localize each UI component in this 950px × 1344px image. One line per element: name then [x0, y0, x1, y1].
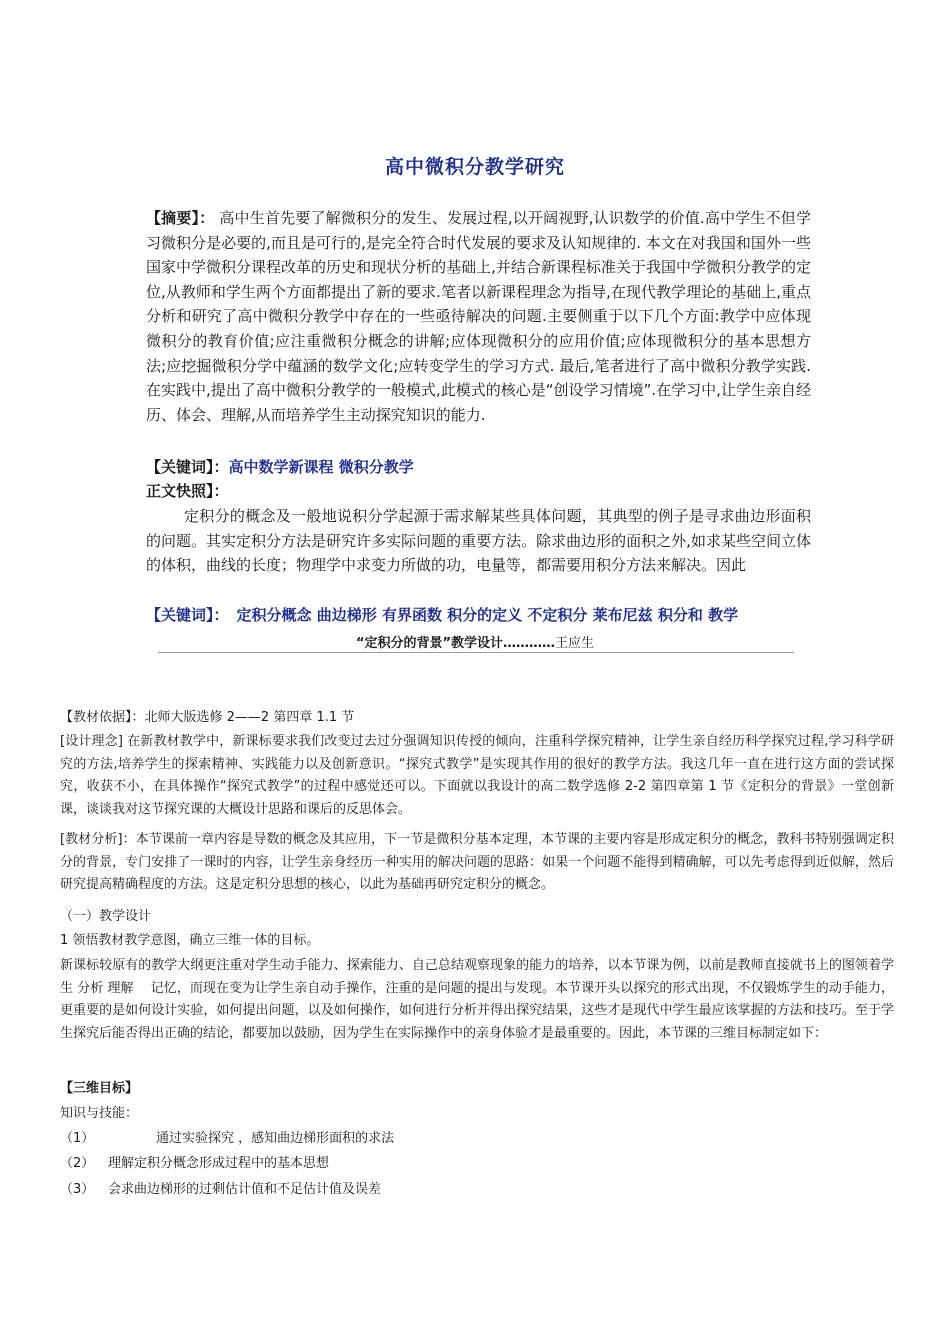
keywords-value-2: 定积分概念 曲边梯形 有界函数 积分的定义 不定积分 莱布尼兹 积分和 教学 [236, 606, 739, 624]
byline-title: “定积分的背景”教学设计………… [355, 636, 556, 651]
goals-heading: 【三维目标】 [60, 1081, 139, 1096]
goal-item [60, 1128, 394, 1150]
goals-subheading: 知识与技能： [60, 1106, 139, 1121]
keywords-label: 【关键词】： [146, 458, 229, 476]
snapshot-label [146, 480, 229, 501]
snapshot-label-text: 正文快照】： [146, 482, 229, 500]
goal-number: （2） [60, 1156, 95, 1171]
goal-text: 通过实验探究 ，感知曲边梯形面积的求法 [156, 1131, 395, 1146]
keywords-label-2: 【关键词】： [146, 606, 229, 624]
basis-text: 北师大版选修 2——2 第四章 1.1 节 [144, 710, 355, 725]
abstract-label: 【摘要】： [146, 209, 215, 227]
abstract [146, 206, 811, 427]
analysis-paragraph: [教材分析]：本节课前一章内容是导数的概念及其应用，下一节是微积分基本定理，本节课的主要内容是形成定积分的概念，教科书特别强调定积分的背景，专门安排了一课时的内容，让学生亲身经历一种实用的解决问题的思路：如果一个问题不能得到精确解，可以先考虑得到近似解，然后研究提高精确程度的方法。这是定积分思想的核心，以此为基础再研究定积分的概念。 [60, 832, 894, 892]
goal-number: （3） [60, 1182, 95, 1197]
section-heading: （一）教学设计 [60, 909, 152, 924]
abstract-text: 高中生首先要了解微积分的发生、发展过程,以开阔视野,认识数学的价值.高中学生不但学习微积分是必要的,而且是可行的,是完全符合时代发展的要求及认知规律的. 本文在对我国和国外一些国家中学微积分课程改革的历史和现状分析的基础上,并结合新课程标准关于我国中学微积分教学的定位,从教师和学生两个方面都提出了新的要求.笔者以新课程理念为指导,在现代教学理论的基础上,重点分析和研究了高中微积分教学中存在的一些亟待解决的问题.主要侧重于以下几个方面:教学中应体现微积分的教育价值;应注重微积分概念的讲解;应体现微积分的应用价值;应体现微积分的基本思想方法;应挖掘微积分学中蕴涵的数学文化;应转变学生的学习方式. 最后,笔者进行了高中微积分教学实践.在实践中,提出了高中微积分教学的一般模式,此模式的核心是“创设学习情境”.在学习中,让学生亲自经历、体会、理解,从而培养学生主动探究知识的能力. [146, 209, 811, 424]
goal-text: 会求曲边梯形的过剩估计值和不足估计值及误差 [108, 1182, 382, 1197]
basis-label: 【教材依据】： [60, 710, 145, 725]
design-idea-paragraph: [设计理念] 在新教材教学中，新课标要求我们改变过去过分强调知识传授的倾向，注重科学探究精神，让学生亲自经历科学探究过程,学习科学研究的方法,培养学生的探索精神、实践能力以及创新意识。“探究式教学”是实现其作用的很好的教学方法。我这几年一直在进行这方面的尝试探究，收获不小，在具体操作“探究式教学”的过程中感觉还可以。下面就以我设计的高二数学选修 2-2 第四章第 1 节《定积分的背景》一堂创新课，谈谈我对这节探究课的大概设计思路和课后的反思体会。 [60, 734, 894, 817]
goal-text: 理解定积分概念形成过程中的基本思想 [108, 1156, 330, 1171]
keywords-line-1 [146, 455, 811, 479]
textbook-basis [60, 707, 894, 730]
item-heading: 1 领悟教材教学意图，确立三维一体的目标。 [60, 933, 320, 948]
divider [158, 652, 794, 653]
snapshot-text: 定积分的概念及一般地说积分学起源于需求解某些具体问题，其典型的例子是寻求曲边形面积的问题。其实定积分方法是研究许多实际问题的重要方法。除求曲边形的面积之外,如求某些空间立体的体积，曲线的长度；物理学中求变力所做的功，电量等，都需要用积分方法来解决。因此 [146, 507, 811, 575]
goal-number: （1） [60, 1131, 95, 1146]
page-title: 高中微积分教学研究 [384, 156, 565, 178]
keywords-value: 高中数学新课程 微积分教学 [228, 458, 414, 476]
byline [0, 632, 950, 651]
byline-author: 王应生 [555, 636, 595, 651]
keywords-line-2 [146, 603, 811, 627]
goal-item [60, 1153, 329, 1175]
goal-item [60, 1179, 381, 1201]
design-paragraph: 新课标较原有的教学大纲更注重对学生动手能力、探索能力、自己总结观察现象的能力的培养，以本节课为例，以前是教师直接就书上的图领着学生 分析 理解 记忆，而现在变为让学生亲自动手操作，注重的是问题的提出与发现。本节课开头以探究的形式出现，不仅锻炼学生的动手能力，更重要的是如何设计实验，如何提出问题，以及如何操作，如何进行分析并得出探究结果，这些才是现代中学生最应该掌握的方法和技巧。至于学生探究后能否得出正确的结论，都要加以鼓励，因为学生在实际操作中的亲身体验才是最重要的。因此，本节课的三维目标制定如下： [60, 958, 894, 1041]
